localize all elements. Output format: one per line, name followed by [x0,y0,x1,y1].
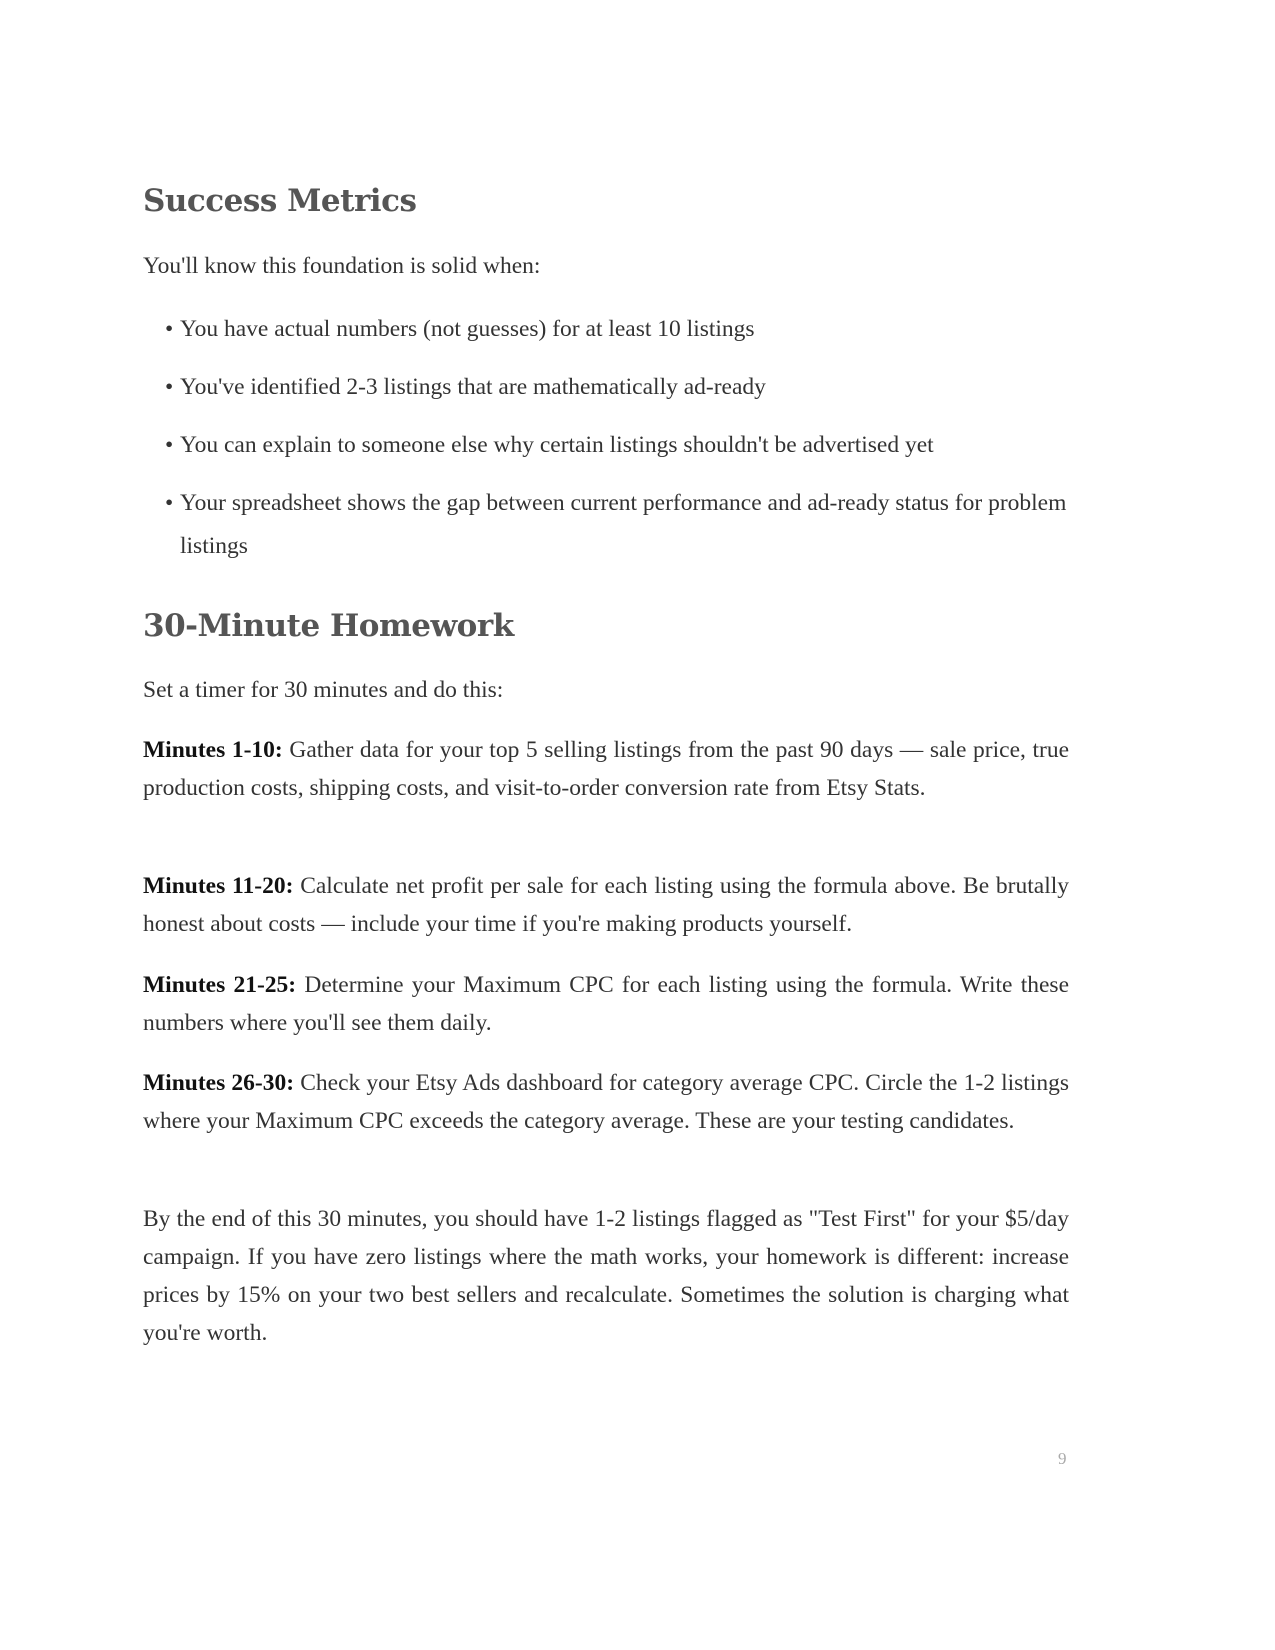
homework-step [143,731,1069,807]
page-number: 9 [1058,1449,1067,1468]
step-label: Minutes 21-25: [143,972,297,998]
list-item [165,366,1069,409]
step-text: Check your Etsy Ads dashboard for category average CPC. Circle the 1-2 listings where your Maximum CPC exceeds the category average. These are your testing candidates. [143,1070,1070,1134]
success-metrics-heading: Success Metrics [143,183,417,219]
homework-step [143,1064,1069,1140]
success-metrics-intro: You'll know this foundation is solid when: [143,253,541,279]
step-label: Minutes 26-30: [143,1070,295,1096]
homework-step [143,867,1069,943]
list-item-text: You can explain to someone else why certain listings shouldn't be advertised yet [180,432,934,458]
bullet-icon: • [165,374,174,400]
step-text: Gather data for your top 5 selling listings from the past 90 days — sale price, true production costs, shipping costs, and visit-to-order conversion rate from Etsy Stats. [143,737,1070,801]
homework-heading: 30-Minute Homework [143,608,514,644]
homework-closing: By the end of this 30 minutes, you should have 1-2 listings flagged as "Test First" for your $5/day campaign. If you have zero listings where the math works, your homework is different: increase prices by 15% on your two best sellers and recalculate. Sometimes the solution is charging what you're worth. [143,1206,1069,1346]
bullet-icon: • [165,490,174,516]
list-item-text: Your spreadsheet shows the gap between current performance and ad-ready status for problem listings [180,490,1067,559]
list-item [165,482,1069,568]
step-text: Calculate net profit per sale for each listing using the formula above. Be brutally honest about costs — include your time if you're making products yourself. [143,873,1070,937]
step-text: Determine your Maximum CPC for each listing using the formula. Write these numbers where you'll see them daily. [143,972,1069,1036]
list-item [165,424,1069,467]
success-metrics-list [165,308,1069,583]
list-item-text: You have actual numbers (not guesses) for at least 10 listings [180,316,755,342]
bullet-icon: • [165,316,174,342]
bullet-icon: • [165,432,174,458]
list-item [165,308,1069,351]
homework-intro: Set a timer for 30 minutes and do this: [143,677,504,703]
homework-step [143,966,1069,1042]
step-label: Minutes 11-20: [143,873,294,899]
step-label: Minutes 1-10: [143,737,283,763]
list-item-text: You've identified 2-3 listings that are mathematically ad-ready [180,374,766,400]
